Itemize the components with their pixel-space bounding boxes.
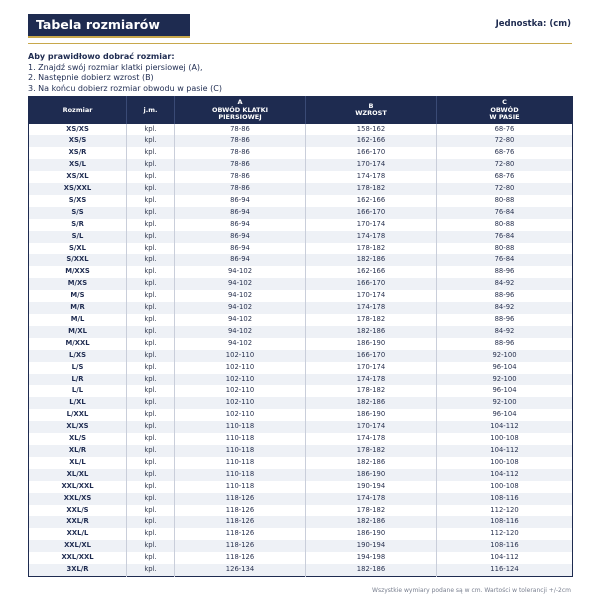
cell-chest: 102-110 bbox=[175, 397, 306, 409]
cell-chest: 118-126 bbox=[175, 505, 306, 517]
cell-unit: kpl. bbox=[127, 505, 175, 517]
cell-waist: 76-84 bbox=[437, 231, 573, 243]
cell-height: 162-166 bbox=[306, 135, 437, 147]
cell-size: M/XXS bbox=[29, 266, 127, 278]
cell-height: 186-190 bbox=[306, 338, 437, 350]
cell-waist: 88-96 bbox=[437, 266, 573, 278]
cell-unit: kpl. bbox=[127, 421, 175, 433]
cell-height: 190-194 bbox=[306, 540, 437, 552]
cell-size: L/XL bbox=[29, 397, 127, 409]
cell-size: XL/XL bbox=[29, 469, 127, 481]
cell-unit: kpl. bbox=[127, 254, 175, 266]
cell-waist: 72-80 bbox=[437, 135, 573, 147]
cell-unit: kpl. bbox=[127, 540, 175, 552]
table-body bbox=[29, 124, 573, 577]
table-row bbox=[29, 350, 573, 362]
cell-chest: 94-102 bbox=[175, 302, 306, 314]
cell-unit: kpl. bbox=[127, 326, 175, 338]
table-row bbox=[29, 397, 573, 409]
table-row bbox=[29, 231, 573, 243]
table-row bbox=[29, 147, 573, 159]
cell-height: 162-166 bbox=[306, 195, 437, 207]
table-row bbox=[29, 540, 573, 552]
table-row bbox=[29, 171, 573, 183]
table-row bbox=[29, 493, 573, 505]
cell-waist: 72-80 bbox=[437, 159, 573, 171]
table-row bbox=[29, 183, 573, 195]
table-row bbox=[29, 505, 573, 517]
cell-chest: 94-102 bbox=[175, 278, 306, 290]
cell-chest: 78-86 bbox=[175, 147, 306, 159]
column-header-chest: A OBWÓD KLATKI PIERSIOWEJ bbox=[175, 97, 306, 124]
cell-height: 182-186 bbox=[306, 516, 437, 528]
table-row bbox=[29, 481, 573, 493]
cell-size: XXL/L bbox=[29, 528, 127, 540]
cell-unit: kpl. bbox=[127, 409, 175, 421]
cell-height: 178-182 bbox=[306, 385, 437, 397]
cell-chest: 102-110 bbox=[175, 385, 306, 397]
cell-waist: 92-100 bbox=[437, 397, 573, 409]
cell-size: 3XL/R bbox=[29, 564, 127, 576]
cell-unit: kpl. bbox=[127, 338, 175, 350]
cell-size: L/XS bbox=[29, 350, 127, 362]
cell-unit: kpl. bbox=[127, 159, 175, 171]
table-row bbox=[29, 374, 573, 386]
cell-unit: kpl. bbox=[127, 147, 175, 159]
table-row bbox=[29, 326, 573, 338]
cell-waist: 76-84 bbox=[437, 207, 573, 219]
footnote: Wszystkie wymiary podane są w cm. Wartości w tolerancji +/-2cm bbox=[372, 587, 571, 594]
cell-waist: 92-100 bbox=[437, 350, 573, 362]
cell-chest: 78-86 bbox=[175, 183, 306, 195]
cell-unit: kpl. bbox=[127, 374, 175, 386]
cell-unit: kpl. bbox=[127, 385, 175, 397]
cell-size: XS/L bbox=[29, 159, 127, 171]
cell-size: S/L bbox=[29, 231, 127, 243]
cell-size: XS/R bbox=[29, 147, 127, 159]
cell-size: XXL/XXL bbox=[29, 481, 127, 493]
cell-chest: 118-126 bbox=[175, 540, 306, 552]
instructions-title: Aby prawidłowo dobrać rozmiar: bbox=[28, 52, 175, 61]
cell-size: XL/R bbox=[29, 445, 127, 457]
table-row bbox=[29, 338, 573, 350]
cell-chest: 78-86 bbox=[175, 135, 306, 147]
cell-size: M/L bbox=[29, 314, 127, 326]
cell-waist: 68-76 bbox=[437, 171, 573, 183]
cell-unit: kpl. bbox=[127, 362, 175, 374]
cell-size: M/XS bbox=[29, 278, 127, 290]
cell-chest: 102-110 bbox=[175, 409, 306, 421]
cell-size: S/R bbox=[29, 219, 127, 231]
cell-chest: 94-102 bbox=[175, 314, 306, 326]
table-row bbox=[29, 159, 573, 171]
cell-chest: 86-94 bbox=[175, 195, 306, 207]
cell-size: S/XL bbox=[29, 243, 127, 255]
cell-chest: 78-86 bbox=[175, 171, 306, 183]
cell-chest: 110-118 bbox=[175, 433, 306, 445]
cell-size: XXL/XXL bbox=[29, 552, 127, 564]
cell-chest: 110-118 bbox=[175, 445, 306, 457]
cell-height: 194-198 bbox=[306, 552, 437, 564]
cell-unit: kpl. bbox=[127, 469, 175, 481]
cell-waist: 92-100 bbox=[437, 374, 573, 386]
table-row bbox=[29, 457, 573, 469]
cell-unit: kpl. bbox=[127, 552, 175, 564]
cell-unit: kpl. bbox=[127, 445, 175, 457]
table-row bbox=[29, 290, 573, 302]
unit-label: Jednostka: (cm) bbox=[495, 19, 571, 29]
cell-chest: 86-94 bbox=[175, 207, 306, 219]
instructions bbox=[28, 52, 222, 94]
cell-waist: 72-80 bbox=[437, 183, 573, 195]
cell-chest: 118-126 bbox=[175, 552, 306, 564]
cell-unit: kpl. bbox=[127, 231, 175, 243]
cell-size: M/XXL bbox=[29, 338, 127, 350]
cell-unit: kpl. bbox=[127, 528, 175, 540]
cell-chest: 78-86 bbox=[175, 124, 306, 136]
cell-unit: kpl. bbox=[127, 564, 175, 576]
cell-waist: 68-76 bbox=[437, 147, 573, 159]
cell-size: L/S bbox=[29, 362, 127, 374]
cell-chest: 94-102 bbox=[175, 338, 306, 350]
cell-height: 186-190 bbox=[306, 409, 437, 421]
cell-chest: 94-102 bbox=[175, 266, 306, 278]
cell-waist: 84-92 bbox=[437, 302, 573, 314]
table-row bbox=[29, 516, 573, 528]
cell-height: 174-178 bbox=[306, 374, 437, 386]
cell-chest: 86-94 bbox=[175, 231, 306, 243]
cell-unit: kpl. bbox=[127, 219, 175, 231]
table-row bbox=[29, 362, 573, 374]
cell-waist: 96-104 bbox=[437, 409, 573, 421]
column-header-height: B WZROST bbox=[306, 97, 437, 124]
table-row bbox=[29, 124, 573, 136]
cell-size: XS/XL bbox=[29, 171, 127, 183]
table-row bbox=[29, 207, 573, 219]
cell-size: S/S bbox=[29, 207, 127, 219]
cell-chest: 118-126 bbox=[175, 528, 306, 540]
cell-waist: 104-112 bbox=[437, 469, 573, 481]
cell-height: 170-174 bbox=[306, 362, 437, 374]
cell-chest: 86-94 bbox=[175, 254, 306, 266]
column-header-unit: j.m. bbox=[127, 97, 175, 124]
table-row bbox=[29, 135, 573, 147]
table-row bbox=[29, 564, 573, 576]
cell-unit: kpl. bbox=[127, 433, 175, 445]
cell-size: M/XL bbox=[29, 326, 127, 338]
table-row bbox=[29, 314, 573, 326]
cell-chest: 110-118 bbox=[175, 469, 306, 481]
cell-height: 166-170 bbox=[306, 278, 437, 290]
cell-height: 158-162 bbox=[306, 124, 437, 136]
cell-height: 174-178 bbox=[306, 493, 437, 505]
cell-size: XXL/S bbox=[29, 505, 127, 517]
cell-unit: kpl. bbox=[127, 397, 175, 409]
cell-height: 182-186 bbox=[306, 397, 437, 409]
cell-waist: 88-96 bbox=[437, 338, 573, 350]
cell-unit: kpl. bbox=[127, 457, 175, 469]
cell-size: S/XS bbox=[29, 195, 127, 207]
cell-height: 186-190 bbox=[306, 469, 437, 481]
table-row bbox=[29, 385, 573, 397]
cell-height: 174-178 bbox=[306, 171, 437, 183]
table-row bbox=[29, 433, 573, 445]
table-row bbox=[29, 528, 573, 540]
cell-height: 178-182 bbox=[306, 505, 437, 517]
instruction-step: 2. Następnie dobierz wzrost (B) bbox=[28, 73, 154, 82]
cell-unit: kpl. bbox=[127, 124, 175, 136]
cell-waist: 108-116 bbox=[437, 516, 573, 528]
table-row bbox=[29, 278, 573, 290]
cell-size: XS/XXL bbox=[29, 183, 127, 195]
table-row bbox=[29, 254, 573, 266]
cell-waist: 96-104 bbox=[437, 362, 573, 374]
cell-height: 182-186 bbox=[306, 564, 437, 576]
column-header-size: Rozmiar bbox=[29, 97, 127, 124]
cell-size: XL/S bbox=[29, 433, 127, 445]
cell-height: 174-178 bbox=[306, 433, 437, 445]
table-row bbox=[29, 266, 573, 278]
cell-waist: 112-120 bbox=[437, 528, 573, 540]
table-row bbox=[29, 302, 573, 314]
cell-height: 178-182 bbox=[306, 243, 437, 255]
cell-size: XXL/XS bbox=[29, 493, 127, 505]
cell-unit: kpl. bbox=[127, 350, 175, 362]
cell-unit: kpl. bbox=[127, 243, 175, 255]
table-row bbox=[29, 409, 573, 421]
cell-height: 182-186 bbox=[306, 457, 437, 469]
cell-height: 178-182 bbox=[306, 183, 437, 195]
cell-height: 170-174 bbox=[306, 421, 437, 433]
cell-chest: 94-102 bbox=[175, 290, 306, 302]
cell-size: XS/S bbox=[29, 135, 127, 147]
cell-height: 170-174 bbox=[306, 290, 437, 302]
cell-waist: 88-96 bbox=[437, 314, 573, 326]
cell-chest: 86-94 bbox=[175, 243, 306, 255]
cell-size: XS/XS bbox=[29, 124, 127, 136]
cell-unit: kpl. bbox=[127, 278, 175, 290]
cell-waist: 84-92 bbox=[437, 326, 573, 338]
cell-unit: kpl. bbox=[127, 183, 175, 195]
cell-waist: 76-84 bbox=[437, 254, 573, 266]
cell-chest: 118-126 bbox=[175, 516, 306, 528]
cell-size: L/L bbox=[29, 385, 127, 397]
cell-unit: kpl. bbox=[127, 314, 175, 326]
size-table bbox=[28, 96, 573, 577]
cell-waist: 104-112 bbox=[437, 445, 573, 457]
cell-waist: 96-104 bbox=[437, 385, 573, 397]
cell-height: 170-174 bbox=[306, 219, 437, 231]
cell-unit: kpl. bbox=[127, 516, 175, 528]
cell-size: XXL/XL bbox=[29, 540, 127, 552]
cell-unit: kpl. bbox=[127, 481, 175, 493]
cell-height: 166-170 bbox=[306, 350, 437, 362]
cell-waist: 100-108 bbox=[437, 481, 573, 493]
cell-height: 190-194 bbox=[306, 481, 437, 493]
title-underline bbox=[28, 36, 190, 38]
cell-chest: 94-102 bbox=[175, 326, 306, 338]
cell-unit: kpl. bbox=[127, 302, 175, 314]
cell-chest: 126-134 bbox=[175, 564, 306, 576]
cell-chest: 102-110 bbox=[175, 362, 306, 374]
instruction-step: 1. Znajdź swój rozmiar klatki piersiowej (A), bbox=[28, 62, 203, 72]
cell-height: 170-174 bbox=[306, 159, 437, 171]
cell-unit: kpl. bbox=[127, 266, 175, 278]
table-row bbox=[29, 421, 573, 433]
cell-chest: 110-118 bbox=[175, 481, 306, 493]
cell-size: M/S bbox=[29, 290, 127, 302]
cell-chest: 102-110 bbox=[175, 374, 306, 386]
cell-size: XL/L bbox=[29, 457, 127, 469]
cell-height: 162-166 bbox=[306, 266, 437, 278]
cell-waist: 108-116 bbox=[437, 540, 573, 552]
cell-unit: kpl. bbox=[127, 290, 175, 302]
table-row bbox=[29, 445, 573, 457]
cell-unit: kpl. bbox=[127, 207, 175, 219]
cell-chest: 110-118 bbox=[175, 457, 306, 469]
page-title: Tabela rozmiarów bbox=[28, 14, 190, 36]
cell-chest: 102-110 bbox=[175, 350, 306, 362]
table-row bbox=[29, 552, 573, 564]
cell-waist: 112-120 bbox=[437, 505, 573, 517]
cell-waist: 80-88 bbox=[437, 219, 573, 231]
cell-waist: 84-92 bbox=[437, 278, 573, 290]
cell-size: L/XXL bbox=[29, 409, 127, 421]
cell-size: S/XXL bbox=[29, 254, 127, 266]
cell-chest: 110-118 bbox=[175, 421, 306, 433]
cell-height: 182-186 bbox=[306, 326, 437, 338]
cell-size: M/R bbox=[29, 302, 127, 314]
cell-waist: 108-116 bbox=[437, 493, 573, 505]
size-table-container bbox=[28, 96, 572, 577]
cell-height: 182-186 bbox=[306, 254, 437, 266]
cell-size: L/R bbox=[29, 374, 127, 386]
table-row bbox=[29, 243, 573, 255]
cell-height: 178-182 bbox=[306, 314, 437, 326]
cell-waist: 100-108 bbox=[437, 433, 573, 445]
cell-waist: 80-88 bbox=[437, 195, 573, 207]
cell-size: XL/XS bbox=[29, 421, 127, 433]
header-divider bbox=[28, 43, 572, 44]
table-row bbox=[29, 469, 573, 481]
cell-chest: 78-86 bbox=[175, 159, 306, 171]
cell-height: 174-178 bbox=[306, 302, 437, 314]
cell-unit: kpl. bbox=[127, 195, 175, 207]
cell-height: 186-190 bbox=[306, 528, 437, 540]
cell-waist: 80-88 bbox=[437, 243, 573, 255]
cell-height: 166-170 bbox=[306, 147, 437, 159]
cell-waist: 116-124 bbox=[437, 564, 573, 576]
cell-height: 174-178 bbox=[306, 231, 437, 243]
table-header-row bbox=[29, 97, 573, 124]
cell-chest: 118-126 bbox=[175, 493, 306, 505]
cell-unit: kpl. bbox=[127, 135, 175, 147]
cell-size: XXL/R bbox=[29, 516, 127, 528]
cell-waist: 68-76 bbox=[437, 124, 573, 136]
column-header-waist: C OBWÓD W PASIE bbox=[437, 97, 573, 124]
cell-waist: 104-112 bbox=[437, 421, 573, 433]
cell-waist: 104-112 bbox=[437, 552, 573, 564]
cell-chest: 86-94 bbox=[175, 219, 306, 231]
cell-unit: kpl. bbox=[127, 171, 175, 183]
cell-height: 166-170 bbox=[306, 207, 437, 219]
cell-unit: kpl. bbox=[127, 493, 175, 505]
table-row bbox=[29, 219, 573, 231]
table-row bbox=[29, 195, 573, 207]
cell-height: 178-182 bbox=[306, 445, 437, 457]
cell-waist: 88-96 bbox=[437, 290, 573, 302]
cell-waist: 100-108 bbox=[437, 457, 573, 469]
instruction-step: 3. Na końcu dobierz rozmiar obwodu w pasie (C) bbox=[28, 83, 222, 93]
